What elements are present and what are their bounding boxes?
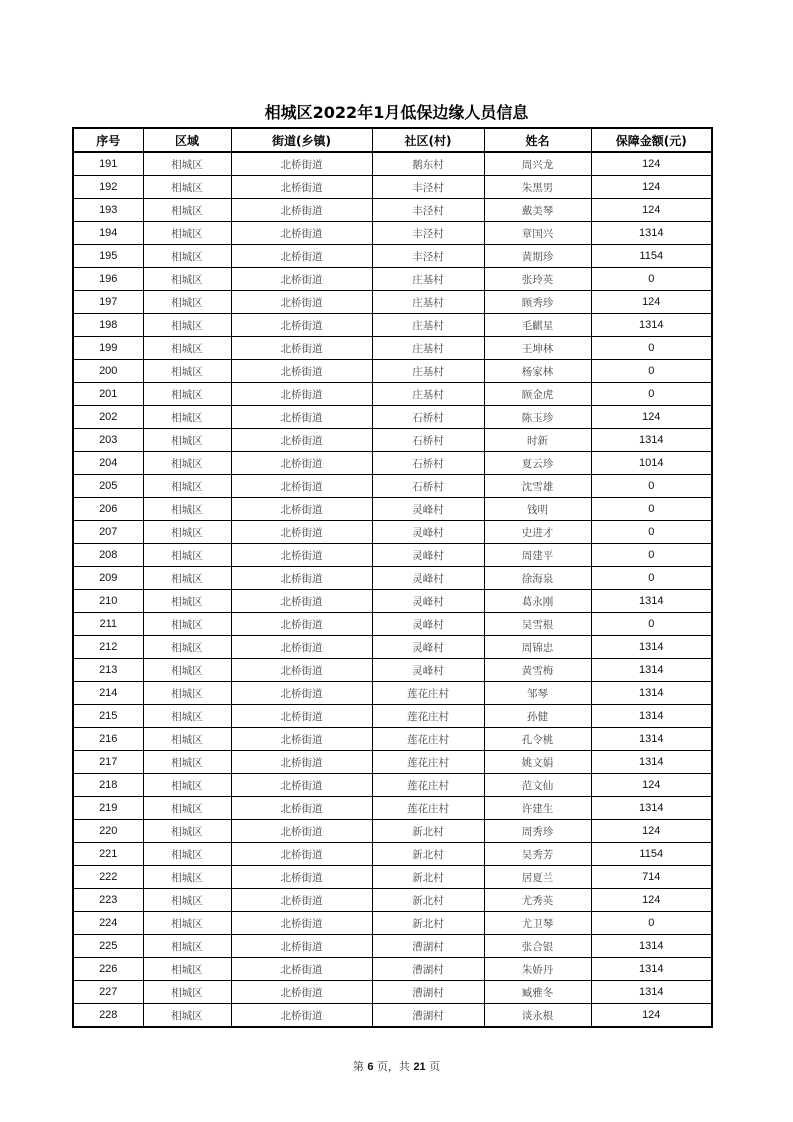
cell-community: 莲花庄村 xyxy=(372,797,484,820)
header-community: 社区(村) xyxy=(372,128,484,152)
cell-street: 北桥街道 xyxy=(231,337,372,360)
cell-district: 相城区 xyxy=(143,613,231,636)
cell-index: 218 xyxy=(73,774,143,797)
cell-district: 相城区 xyxy=(143,222,231,245)
cell-amount: 1314 xyxy=(591,751,712,774)
cell-street: 北桥街道 xyxy=(231,682,372,705)
cell-name: 黄雪梅 xyxy=(484,659,591,682)
cell-index: 220 xyxy=(73,820,143,843)
table-row xyxy=(73,705,712,728)
cell-street: 北桥街道 xyxy=(231,314,372,337)
cell-community: 丰泾村 xyxy=(372,245,484,268)
cell-name: 邹琴 xyxy=(484,682,591,705)
table-row xyxy=(73,912,712,935)
cell-district: 相城区 xyxy=(143,383,231,406)
table-row xyxy=(73,360,712,383)
cell-amount: 1014 xyxy=(591,452,712,475)
table-row xyxy=(73,314,712,337)
header-index: 序号 xyxy=(73,128,143,152)
cell-name: 张玲英 xyxy=(484,268,591,291)
footer-suffix: 页 xyxy=(429,1060,441,1073)
cell-amount: 0 xyxy=(591,912,712,935)
cell-index: 210 xyxy=(73,590,143,613)
table-row xyxy=(73,1004,712,1028)
cell-name: 周兴龙 xyxy=(484,152,591,176)
cell-district: 相城区 xyxy=(143,935,231,958)
table-row xyxy=(73,268,712,291)
cell-community: 灵峰村 xyxy=(372,544,484,567)
cell-index: 195 xyxy=(73,245,143,268)
cell-amount: 124 xyxy=(591,1004,712,1028)
cell-community: 新北村 xyxy=(372,889,484,912)
cell-street: 北桥街道 xyxy=(231,360,372,383)
cell-district: 相城区 xyxy=(143,291,231,314)
cell-district: 相城区 xyxy=(143,958,231,981)
cell-district: 相城区 xyxy=(143,452,231,475)
cell-index: 216 xyxy=(73,728,143,751)
cell-name: 时新 xyxy=(484,429,591,452)
cell-name: 吴雪根 xyxy=(484,613,591,636)
cell-district: 相城区 xyxy=(143,682,231,705)
cell-index: 228 xyxy=(73,1004,143,1028)
cell-street: 北桥街道 xyxy=(231,935,372,958)
cell-amount: 0 xyxy=(591,613,712,636)
cell-name: 周建平 xyxy=(484,544,591,567)
cell-community: 新北村 xyxy=(372,912,484,935)
page-footer xyxy=(0,1058,793,1074)
table-row xyxy=(73,613,712,636)
cell-index: 224 xyxy=(73,912,143,935)
cell-community: 灵峰村 xyxy=(372,590,484,613)
cell-community: 灵峰村 xyxy=(372,659,484,682)
cell-index: 205 xyxy=(73,475,143,498)
cell-amount: 0 xyxy=(591,268,712,291)
cell-community: 莲花庄村 xyxy=(372,682,484,705)
cell-amount: 124 xyxy=(591,889,712,912)
cell-district: 相城区 xyxy=(143,866,231,889)
cell-community: 石桥村 xyxy=(372,475,484,498)
table-row xyxy=(73,291,712,314)
cell-community: 石桥村 xyxy=(372,429,484,452)
table-row xyxy=(73,475,712,498)
cell-amount: 124 xyxy=(591,176,712,199)
cell-community: 漕湖村 xyxy=(372,1004,484,1028)
cell-index: 202 xyxy=(73,406,143,429)
cell-index: 206 xyxy=(73,498,143,521)
table-row xyxy=(73,544,712,567)
cell-amount: 124 xyxy=(591,406,712,429)
table-row xyxy=(73,452,712,475)
cell-street: 北桥街道 xyxy=(231,613,372,636)
cell-street: 北桥街道 xyxy=(231,199,372,222)
cell-name: 姚文娟 xyxy=(484,751,591,774)
cell-street: 北桥街道 xyxy=(231,728,372,751)
cell-name: 顾金虎 xyxy=(484,383,591,406)
cell-index: 225 xyxy=(73,935,143,958)
table-row xyxy=(73,429,712,452)
table-row xyxy=(73,751,712,774)
cell-index: 213 xyxy=(73,659,143,682)
table-row xyxy=(73,958,712,981)
cell-index: 199 xyxy=(73,337,143,360)
table-row xyxy=(73,636,712,659)
cell-amount: 0 xyxy=(591,383,712,406)
cell-community: 新北村 xyxy=(372,866,484,889)
cell-district: 相城区 xyxy=(143,314,231,337)
cell-street: 北桥街道 xyxy=(231,152,372,176)
cell-name: 尤卫琴 xyxy=(484,912,591,935)
cell-name: 吴秀芳 xyxy=(484,843,591,866)
cell-amount: 1314 xyxy=(591,682,712,705)
cell-index: 208 xyxy=(73,544,143,567)
cell-street: 北桥街道 xyxy=(231,659,372,682)
cell-amount: 0 xyxy=(591,360,712,383)
table-row xyxy=(73,935,712,958)
cell-amount: 0 xyxy=(591,521,712,544)
cell-community: 庄基村 xyxy=(372,268,484,291)
cell-street: 北桥街道 xyxy=(231,383,372,406)
table-row xyxy=(73,774,712,797)
cell-district: 相城区 xyxy=(143,751,231,774)
cell-name: 章国兴 xyxy=(484,222,591,245)
cell-name: 臧雅冬 xyxy=(484,981,591,1004)
cell-amount: 124 xyxy=(591,152,712,176)
cell-community: 丰泾村 xyxy=(372,199,484,222)
cell-street: 北桥街道 xyxy=(231,705,372,728)
cell-district: 相城区 xyxy=(143,176,231,199)
cell-amount: 124 xyxy=(591,774,712,797)
cell-community: 灵峰村 xyxy=(372,521,484,544)
table-row xyxy=(73,337,712,360)
cell-community: 漕湖村 xyxy=(372,935,484,958)
document-title: 相城区2022年1月低保边缘人员信息 xyxy=(264,103,529,122)
header-amount: 保障金额(元) xyxy=(591,128,712,152)
cell-community: 丰泾村 xyxy=(372,176,484,199)
table-row xyxy=(73,590,712,613)
cell-street: 北桥街道 xyxy=(231,774,372,797)
cell-name: 周秀珍 xyxy=(484,820,591,843)
table-row xyxy=(73,889,712,912)
table-row xyxy=(73,222,712,245)
cell-district: 相城区 xyxy=(143,705,231,728)
table-row xyxy=(73,728,712,751)
cell-district: 相城区 xyxy=(143,981,231,1004)
cell-street: 北桥街道 xyxy=(231,176,372,199)
cell-district: 相城区 xyxy=(143,152,231,176)
cell-amount: 0 xyxy=(591,567,712,590)
cell-amount: 124 xyxy=(591,820,712,843)
cell-name: 杨家林 xyxy=(484,360,591,383)
cell-district: 相城区 xyxy=(143,475,231,498)
cell-index: 196 xyxy=(73,268,143,291)
cell-street: 北桥街道 xyxy=(231,889,372,912)
cell-amount: 1314 xyxy=(591,958,712,981)
cell-community: 莲花庄村 xyxy=(372,751,484,774)
cell-amount: 714 xyxy=(591,866,712,889)
cell-street: 北桥街道 xyxy=(231,1004,372,1028)
cell-community: 丰泾村 xyxy=(372,222,484,245)
cell-district: 相城区 xyxy=(143,567,231,590)
cell-name: 许建生 xyxy=(484,797,591,820)
header-street: 街道(乡镇) xyxy=(231,128,372,152)
cell-amount: 1314 xyxy=(591,659,712,682)
cell-district: 相城区 xyxy=(143,199,231,222)
table-row xyxy=(73,152,712,176)
cell-name: 居夏兰 xyxy=(484,866,591,889)
cell-street: 北桥街道 xyxy=(231,981,372,1004)
cell-district: 相城区 xyxy=(143,360,231,383)
cell-district: 相城区 xyxy=(143,912,231,935)
cell-index: 211 xyxy=(73,613,143,636)
cell-index: 215 xyxy=(73,705,143,728)
cell-name: 夏云珍 xyxy=(484,452,591,475)
cell-amount: 1154 xyxy=(591,245,712,268)
cell-community: 莲花庄村 xyxy=(372,705,484,728)
cell-street: 北桥街道 xyxy=(231,636,372,659)
cell-district: 相城区 xyxy=(143,797,231,820)
cell-index: 223 xyxy=(73,889,143,912)
cell-district: 相城区 xyxy=(143,728,231,751)
cell-street: 北桥街道 xyxy=(231,912,372,935)
cell-community: 莲花庄村 xyxy=(372,728,484,751)
cell-street: 北桥街道 xyxy=(231,843,372,866)
cell-street: 北桥街道 xyxy=(231,245,372,268)
cell-name: 周锦忠 xyxy=(484,636,591,659)
cell-name: 史进才 xyxy=(484,521,591,544)
cell-street: 北桥街道 xyxy=(231,958,372,981)
cell-district: 相城区 xyxy=(143,820,231,843)
cell-street: 北桥街道 xyxy=(231,797,372,820)
cell-street: 北桥街道 xyxy=(231,475,372,498)
cell-street: 北桥街道 xyxy=(231,222,372,245)
cell-name: 孙健 xyxy=(484,705,591,728)
cell-street: 北桥街道 xyxy=(231,452,372,475)
cell-community: 鹅东村 xyxy=(372,152,484,176)
cell-district: 相城区 xyxy=(143,337,231,360)
cell-amount: 1314 xyxy=(591,590,712,613)
cell-index: 198 xyxy=(73,314,143,337)
table-row xyxy=(73,866,712,889)
cell-amount: 1314 xyxy=(591,728,712,751)
cell-community: 庄基村 xyxy=(372,291,484,314)
cell-community: 庄基村 xyxy=(372,383,484,406)
footer-middle: 页，共 xyxy=(376,1060,410,1073)
table-row xyxy=(73,797,712,820)
cell-district: 相城区 xyxy=(143,498,231,521)
footer-total-pages: 21 xyxy=(413,1061,426,1073)
cell-index: 221 xyxy=(73,843,143,866)
cell-amount: 1314 xyxy=(591,429,712,452)
cell-district: 相城区 xyxy=(143,590,231,613)
footer-page-number: 6 xyxy=(367,1061,374,1073)
table-row xyxy=(73,659,712,682)
table-row xyxy=(73,406,712,429)
cell-index: 204 xyxy=(73,452,143,475)
cell-community: 石桥村 xyxy=(372,452,484,475)
cell-index: 217 xyxy=(73,751,143,774)
table-row xyxy=(73,843,712,866)
cell-index: 226 xyxy=(73,958,143,981)
cell-name: 范文仙 xyxy=(484,774,591,797)
cell-district: 相城区 xyxy=(143,774,231,797)
cell-street: 北桥街道 xyxy=(231,567,372,590)
cell-district: 相城区 xyxy=(143,268,231,291)
table-header-row xyxy=(73,128,712,152)
cell-district: 相城区 xyxy=(143,429,231,452)
cell-name: 顾秀珍 xyxy=(484,291,591,314)
cell-amount: 0 xyxy=(591,544,712,567)
cell-index: 194 xyxy=(73,222,143,245)
cell-amount: 1314 xyxy=(591,222,712,245)
cell-name: 张合银 xyxy=(484,935,591,958)
cell-index: 209 xyxy=(73,567,143,590)
table-row xyxy=(73,567,712,590)
table-row xyxy=(73,682,712,705)
cell-name: 葛永刚 xyxy=(484,590,591,613)
cell-amount: 0 xyxy=(591,498,712,521)
cell-amount: 1314 xyxy=(591,705,712,728)
footer-prefix: 第 xyxy=(352,1060,364,1073)
cell-index: 227 xyxy=(73,981,143,1004)
cell-community: 灵峰村 xyxy=(372,636,484,659)
cell-community: 漕湖村 xyxy=(372,958,484,981)
header-name: 姓名 xyxy=(484,128,591,152)
cell-district: 相城区 xyxy=(143,544,231,567)
cell-street: 北桥街道 xyxy=(231,291,372,314)
cell-district: 相城区 xyxy=(143,1004,231,1028)
cell-name: 陈玉珍 xyxy=(484,406,591,429)
cell-community: 庄基村 xyxy=(372,337,484,360)
cell-amount: 0 xyxy=(591,475,712,498)
cell-amount: 124 xyxy=(591,199,712,222)
table-row xyxy=(73,176,712,199)
cell-index: 207 xyxy=(73,521,143,544)
cell-amount: 1154 xyxy=(591,843,712,866)
table-row xyxy=(73,245,712,268)
cell-district: 相城区 xyxy=(143,889,231,912)
cell-district: 相城区 xyxy=(143,843,231,866)
cell-amount: 1314 xyxy=(591,636,712,659)
cell-district: 相城区 xyxy=(143,245,231,268)
cell-district: 相城区 xyxy=(143,636,231,659)
cell-name: 戴美琴 xyxy=(484,199,591,222)
cell-index: 212 xyxy=(73,636,143,659)
cell-community: 新北村 xyxy=(372,820,484,843)
cell-name: 谈永根 xyxy=(484,1004,591,1028)
cell-street: 北桥街道 xyxy=(231,820,372,843)
table-row xyxy=(73,199,712,222)
cell-community: 灵峰村 xyxy=(372,613,484,636)
cell-amount: 1314 xyxy=(591,797,712,820)
cell-name: 尤秀英 xyxy=(484,889,591,912)
cell-street: 北桥街道 xyxy=(231,498,372,521)
cell-name: 毛麒星 xyxy=(484,314,591,337)
cell-name: 孔令桃 xyxy=(484,728,591,751)
cell-street: 北桥街道 xyxy=(231,590,372,613)
cell-community: 灵峰村 xyxy=(372,567,484,590)
cell-community: 漕湖村 xyxy=(372,981,484,1004)
cell-index: 200 xyxy=(73,360,143,383)
cell-index: 222 xyxy=(73,866,143,889)
cell-amount: 1314 xyxy=(591,314,712,337)
cell-index: 219 xyxy=(73,797,143,820)
header-district: 区域 xyxy=(143,128,231,152)
cell-street: 北桥街道 xyxy=(231,544,372,567)
cell-amount: 124 xyxy=(591,291,712,314)
cell-district: 相城区 xyxy=(143,659,231,682)
cell-index: 214 xyxy=(73,682,143,705)
cell-street: 北桥街道 xyxy=(231,521,372,544)
cell-index: 191 xyxy=(73,152,143,176)
cell-name: 朱娇丹 xyxy=(484,958,591,981)
cell-amount: 1314 xyxy=(591,981,712,1004)
cell-index: 197 xyxy=(73,291,143,314)
cell-name: 沈雪雄 xyxy=(484,475,591,498)
table-row xyxy=(73,981,712,1004)
cell-index: 203 xyxy=(73,429,143,452)
cell-district: 相城区 xyxy=(143,406,231,429)
cell-street: 北桥街道 xyxy=(231,866,372,889)
cell-community: 灵峰村 xyxy=(372,498,484,521)
cell-district: 相城区 xyxy=(143,521,231,544)
table-row xyxy=(73,383,712,406)
cell-index: 193 xyxy=(73,199,143,222)
cell-name: 黄期珍 xyxy=(484,245,591,268)
cell-index: 192 xyxy=(73,176,143,199)
table-row xyxy=(73,820,712,843)
cell-amount: 0 xyxy=(591,337,712,360)
cell-name: 王坤林 xyxy=(484,337,591,360)
cell-name: 钱明 xyxy=(484,498,591,521)
table-row xyxy=(73,498,712,521)
cell-street: 北桥街道 xyxy=(231,429,372,452)
cell-street: 北桥街道 xyxy=(231,406,372,429)
table-row xyxy=(73,521,712,544)
cell-name: 徐海泉 xyxy=(484,567,591,590)
cell-index: 201 xyxy=(73,383,143,406)
cell-community: 莲花庄村 xyxy=(372,774,484,797)
cell-community: 石桥村 xyxy=(372,406,484,429)
cell-community: 新北村 xyxy=(372,843,484,866)
cell-street: 北桥街道 xyxy=(231,268,372,291)
cell-name: 朱黑男 xyxy=(484,176,591,199)
cell-community: 庄基村 xyxy=(372,360,484,383)
cell-community: 庄基村 xyxy=(372,314,484,337)
cell-amount: 1314 xyxy=(591,935,712,958)
records-table xyxy=(72,127,713,1028)
cell-street: 北桥街道 xyxy=(231,751,372,774)
